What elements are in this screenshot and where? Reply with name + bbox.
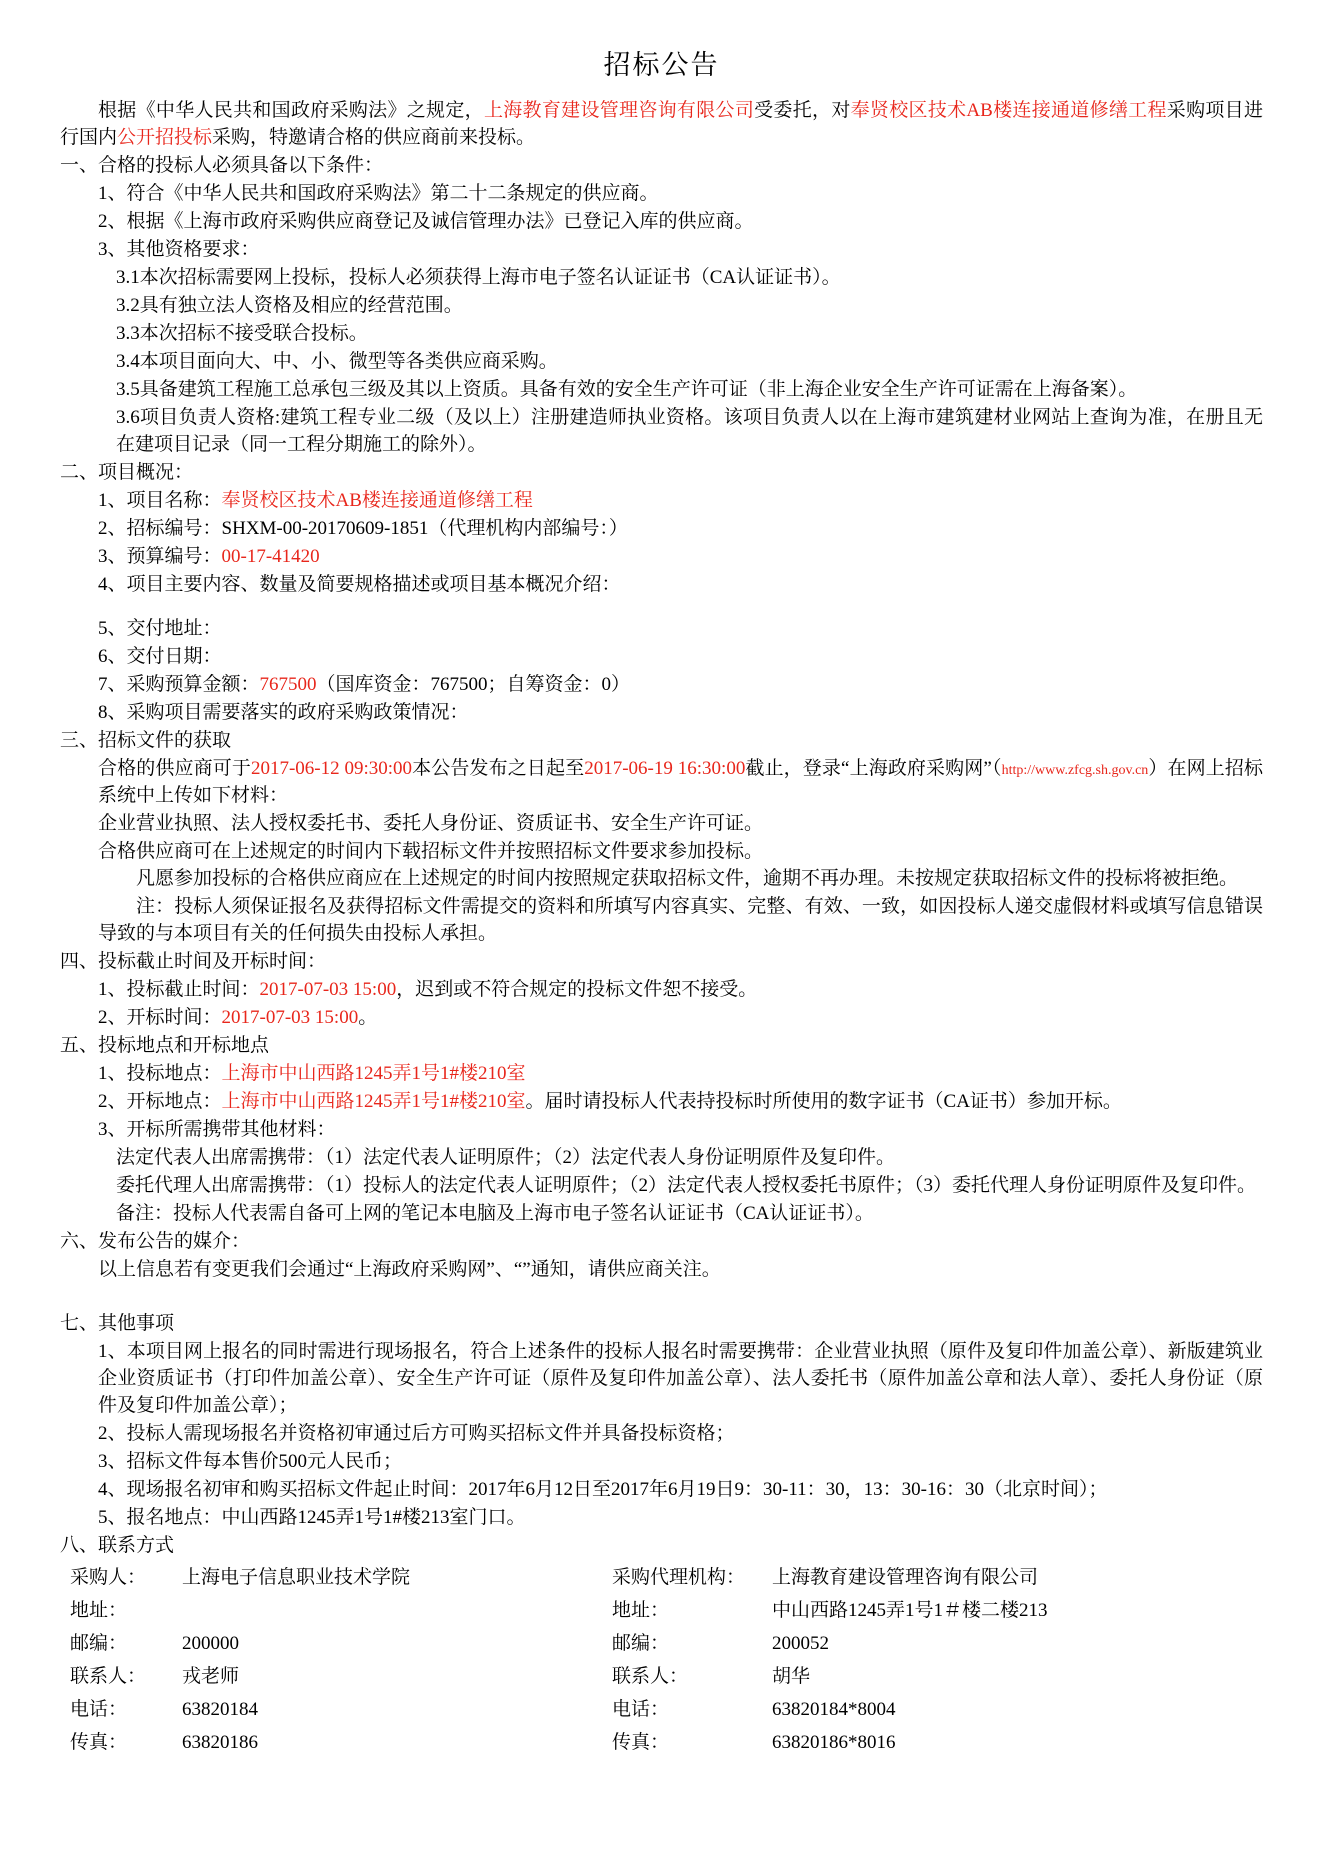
agent-person-value: 胡华 xyxy=(772,1665,811,1687)
section5-heading: 五、投标地点和开标地点 xyxy=(60,1035,270,1057)
section2-item-3-label: 3、预算编号： xyxy=(98,545,222,567)
section1-sub-3-3: 3.3本次招标不接受联合投标。 xyxy=(116,323,368,345)
section3-end-time: 2017-06-19 16:30:00 xyxy=(584,757,746,779)
bid-open-time: 2017-07-03 15:00 xyxy=(221,1007,359,1029)
agent-zip-label: 邮编： xyxy=(612,1632,670,1654)
bid-location: 上海市中山西路1245弄1号1#楼210室 xyxy=(221,1063,526,1085)
section1-sub-3-6: 3.6项目负责人资格:建筑工程专业二级（及以上）注册建造师执业资格。该项目负责人以在上海市建筑建材业网站上查询为准，在册且无在建项目记录（同一工程分期施工的除外）。 xyxy=(116,406,1263,455)
agent-phone-label: 电话： xyxy=(612,1698,670,1720)
section2-budget-amount: 767500 xyxy=(259,673,317,695)
section1-item-3: 3、其他资格要求： xyxy=(98,239,260,261)
procurement-site-link[interactable]: http://www.zfcg.sh.gov.cn xyxy=(1001,762,1149,778)
section7-item-5: 5、报名地点：中山西路1245弄1号1#楼213室门口。 xyxy=(98,1506,526,1528)
table-row xyxy=(60,1661,1263,1694)
section4-item-2 xyxy=(98,1005,1263,1032)
section1-item-1: 1、符合《中华人民共和国政府采购法》第二十二条规定的供应商。 xyxy=(98,183,659,205)
section3-paragraph-5: 注：投标人须保证报名及获得招标文件需提交的资料和所填写内容真实、完整、有效、一致，如因投标人递交虚假材料或填写信息错误导致的与本项目有关的任何损失由投标人承担。 xyxy=(98,896,1263,945)
agent-address-label: 地址： xyxy=(612,1599,670,1621)
section7-item-1: 1、本项目网上报名的同时需进行现场报名，符合上述条件的投标人报名时需要携带：企业营业执照（原件及复印件加盖公章）、新版建筑业企业资质证书（打印件加盖公章）、安全生产许可证（原件及复印件加盖公章）、法人委托书（原件加盖公章和法人章）、委托人身份证（原件及复印件加盖公章）； xyxy=(98,1340,1263,1416)
section1-heading: 一、合格的投标人必须具备以下条件： xyxy=(60,155,384,177)
agent-person-label: 联系人： xyxy=(612,1665,689,1687)
buyer-person-value: 戎老师 xyxy=(182,1665,240,1687)
section4-item-1 xyxy=(98,977,1263,1004)
section7-heading: 七、其他事项 xyxy=(60,1313,175,1335)
section4-item-1-label: 1、投标截止时间： xyxy=(98,979,260,1001)
section2-item-7-label: 7、采购预算金额： xyxy=(98,673,260,695)
section2-item-5: 5、交付地址： xyxy=(98,617,222,639)
section4-heading: 四、投标截止时间及开标时间： xyxy=(60,951,327,973)
section1-sub-3-4: 3.4本项目面向大、中、小、微型等各类供应商采购。 xyxy=(116,351,558,373)
table-row xyxy=(60,1694,1263,1727)
intro-text-a: 根据《中华人民共和国政府采购法》之规定， xyxy=(98,100,484,122)
section3-text-b: 本公告发布之日起至 xyxy=(412,757,585,779)
intro-text-c: 采购项目进行国内 xyxy=(60,100,1263,149)
intro-text-d: 采购，特邀请合格的供应商前来投标。 xyxy=(212,127,536,149)
section3-text-c: 截止，登录“上海政府采购网”（ xyxy=(745,757,1002,779)
section2-item-1-value: 奉贤校区技术AB楼连接通道修缮工程 xyxy=(221,489,533,511)
section2-item-6: 6、交付日期： xyxy=(98,645,222,667)
section3-paragraph-4: 凡愿参加投标的合格供应商应在上述规定的时间内按照规定获取招标文件，逾期不再办理。未按规定获取招标文件的投标将被拒绝。 xyxy=(136,868,1239,890)
buyer-zip-label: 邮编： xyxy=(70,1632,128,1654)
agent-name: 上海教育建设管理咨询有限公司 xyxy=(772,1566,1039,1588)
section4-item-1-rest: ，迟到或不符合规定的投标文件恕不接受。 xyxy=(396,979,758,1001)
section1-item-2: 2、根据《上海市政府采购供应商登记及诚信管理办法》已登记入库的供应商。 xyxy=(98,211,754,233)
bid-deadline-time: 2017-07-03 15:00 xyxy=(259,979,397,1001)
section3-heading: 三、招标文件的获取 xyxy=(60,729,232,751)
table-row xyxy=(60,1727,1263,1760)
section2-item-8: 8、采购项目需要落实的政府采购政策情况： xyxy=(98,701,469,723)
section2-item-3 xyxy=(98,544,1263,571)
section3-text-a: 合格的供应商可于 xyxy=(98,757,251,779)
section2-item-1-label: 1、项目名称： xyxy=(98,489,222,511)
intro-text-b: 受委托，对 xyxy=(754,100,851,122)
buyer-phone-value: 63820184 xyxy=(182,1698,258,1720)
table-row xyxy=(60,1595,1263,1628)
buyer-zip-value: 200000 xyxy=(182,1632,239,1654)
buyer-phone-label: 电话： xyxy=(70,1698,128,1720)
buyer-fax-label: 传真： xyxy=(70,1731,128,1753)
contact-table xyxy=(60,1562,1263,1760)
section5-item-2-rest: 。届时请投标人代表持投标时所使用的数字证书（CA证书）参加开标。 xyxy=(525,1091,1122,1113)
section2-item-2: 2、招标编号：SHXM-00-20170609-1851（代理机构内部编号：） xyxy=(98,517,628,539)
section1-sub-3-2: 3.2具有独立法人资格及相应的经营范围。 xyxy=(116,295,463,317)
section1-sub-3-5: 3.5具备建筑工程施工总承包三级及其以上资质。具备有效的安全生产许可证（非上海企业安全生产许可证需在上海备案）。 xyxy=(116,379,1138,401)
intro-bidding-type: 公开招投标 xyxy=(117,127,213,149)
section5-item-1-label: 1、投标地点： xyxy=(98,1063,222,1085)
agent-fax-label: 传真： xyxy=(612,1731,670,1753)
buyer-fax-value: 63820186 xyxy=(182,1731,258,1753)
agent-phone-value: 63820184*8004 xyxy=(772,1698,896,1720)
section8-heading: 八、联系方式 xyxy=(60,1534,175,1556)
agent-address-value: 中山西路1245弄1号1＃楼二楼213 xyxy=(772,1599,1048,1621)
spacer-before-section7 xyxy=(60,1285,1263,1311)
section2-item-3-value: 00-17-41420 xyxy=(221,545,320,567)
section7-item-2: 2、投标人需现场报名并资格初审通过后方可购买招标文件并具备投标资格； xyxy=(98,1422,735,1444)
section3-text-d: ）在网上招标系统中上传如下材料： xyxy=(98,757,1264,806)
intro-paragraph xyxy=(60,98,1263,152)
intro-agency-name: 上海教育建设管理咨询有限公司 xyxy=(483,100,755,122)
section5-item-3: 3、开标所需携带其他材料： xyxy=(98,1119,336,1141)
table-row xyxy=(60,1628,1263,1661)
section2-heading: 二、项目概况： xyxy=(60,461,194,483)
section3-paragraph-2: 企业营业执照、法人授权委托书、委托人身份证、资质证书、安全生产许可证。 xyxy=(98,812,764,834)
bid-open-location: 上海市中山西路1245弄1号1#楼210室 xyxy=(221,1091,526,1113)
section3-start-time: 2017-06-12 09:30:00 xyxy=(250,757,413,779)
buyer-address-value xyxy=(182,1595,612,1628)
section4-item-2-rest: 。 xyxy=(358,1007,378,1029)
section3-paragraph-1 xyxy=(98,756,1263,810)
section2-item-7-rest: （国库资金：767500；自筹资金：0） xyxy=(316,673,631,695)
section1-sub-3-1: 3.1本次招标需要网上投标，投标人必须获得上海市电子签名认证证书（CA认证证书）。 xyxy=(116,267,841,289)
section2-item-4: 4、项目主要内容、数量及简要规格描述或项目基本概况介绍： xyxy=(98,573,621,595)
page-title: 招标公告 xyxy=(603,50,720,80)
section5-sub-2: 委托代理人出席需携带：（1）投标人的法定代表人证明原件；（2）法定代表人授权委托书原件；（3）委托代理人身份证明原件及复印件。 xyxy=(116,1175,1257,1197)
agent-label: 采购代理机构： xyxy=(612,1566,746,1588)
section3-paragraph-3: 合格供应商可在上述规定的时间内下载招标文件并按照招标文件要求参加投标。 xyxy=(98,840,764,862)
intro-project-name: 奉贤校区技术AB楼连接通道修缮工程 xyxy=(850,100,1167,122)
buyer-label: 采购人： xyxy=(70,1566,147,1588)
section7-item-4: 4、现场报名初审和购买招标文件起止时间：2017年6月12日至2017年6月19日9：30-11：30，13：30-16：30（北京时间）； xyxy=(98,1478,1108,1500)
buyer-address-label: 地址： xyxy=(70,1599,128,1621)
section6-heading: 六、发布公告的媒介： xyxy=(60,1231,251,1253)
buyer-name: 上海电子信息职业技术学院 xyxy=(182,1566,411,1588)
agent-fax-value: 63820186*8016 xyxy=(772,1731,896,1753)
section5-sub-1: 法定代表人出席需携带：（1）法定代表人证明原件；（2）法定代表人身份证明原件及复印件。 xyxy=(116,1147,896,1169)
section5-item-2 xyxy=(98,1089,1263,1116)
agent-zip-value: 200052 xyxy=(772,1632,829,1654)
section2-item-1 xyxy=(98,488,1263,515)
section2-item-7 xyxy=(98,672,1263,699)
section4-item-2-label: 2、开标时间： xyxy=(98,1007,222,1029)
section5-sub-3: 备注：投标人代表需自备可上网的笔记本电脑及上海市电子签名认证证书（CA认证证书）。 xyxy=(116,1203,874,1225)
section5-item-2-label: 2、开标地点： xyxy=(98,1091,222,1113)
section6-paragraph-1: 以上信息若有变更我们会通过“上海政府采购网”、“”通知，请供应商关注。 xyxy=(98,1259,721,1281)
section5-item-1 xyxy=(98,1061,1263,1088)
spacer-after-item4 xyxy=(60,600,1263,616)
buyer-person-label: 联系人： xyxy=(70,1665,147,1687)
section7-item-3: 3、招标文件每本售价500元人民币； xyxy=(98,1450,403,1472)
table-row xyxy=(60,1562,1263,1595)
